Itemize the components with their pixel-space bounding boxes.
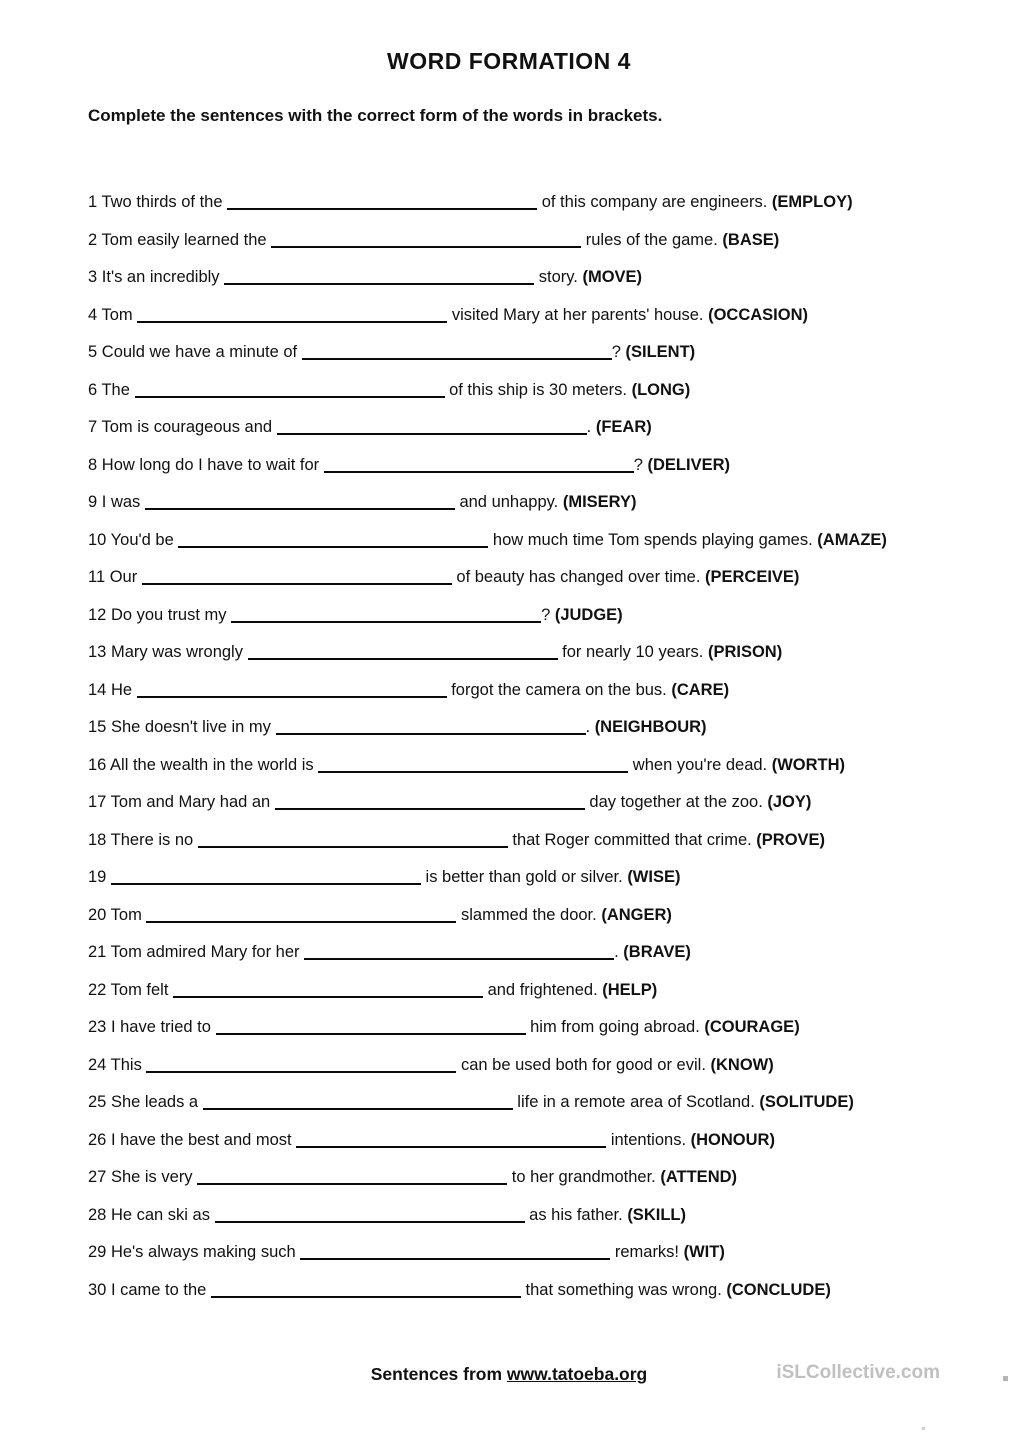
- item-number: 10: [88, 530, 107, 549]
- sentence-row: [88, 680, 958, 701]
- sentence-row: [88, 1130, 958, 1151]
- items-list: [88, 192, 958, 1301]
- bracket-word: (LONG): [631, 380, 691, 399]
- fill-in-blank: [198, 833, 508, 848]
- item-number: 23: [88, 1018, 107, 1036]
- item-text-after: rules of the game.: [581, 230, 723, 249]
- item-number: 9: [88, 493, 98, 511]
- item-text-before: She doesn't live in my: [106, 718, 276, 736]
- item-text-after: slammed the door.: [456, 905, 602, 924]
- item-text-before: Tom admired Mary for her: [106, 943, 305, 961]
- item-text-before: It's an incredibly: [97, 268, 225, 286]
- bracket-word: (PROVE): [756, 830, 826, 849]
- item-number: 15: [88, 718, 107, 736]
- sentence-row: [88, 192, 958, 213]
- item-text-before: Tom easily learned the: [97, 230, 272, 249]
- sentence-row: [88, 567, 958, 588]
- item-text-after: how much time Tom spends playing games.: [488, 530, 818, 549]
- item-text-after: as his father.: [524, 1205, 628, 1224]
- bracket-word: (NEIGHBOUR): [594, 718, 707, 736]
- bracket-word: (JOY): [767, 793, 812, 811]
- fill-in-blank: [215, 1208, 525, 1223]
- sentence-row: [88, 792, 958, 813]
- item-text-before: I have tried to: [106, 1018, 216, 1036]
- item-text-after: and frightened.: [483, 980, 603, 999]
- item-number: 13: [88, 643, 107, 661]
- item-number: 3: [88, 268, 98, 286]
- fill-in-blank: [135, 383, 445, 398]
- item-text-before: Do you trust my: [106, 605, 232, 624]
- item-number: 8: [88, 455, 98, 474]
- fill-in-blank: [111, 870, 421, 885]
- page-title: WORD FORMATION 4: [387, 48, 631, 74]
- bracket-word: (JUDGE): [554, 605, 623, 624]
- bracket-word: (DELIVER): [647, 455, 730, 474]
- sentence-row: [88, 755, 958, 776]
- sentence-row: [88, 905, 958, 926]
- sentence-row: [88, 1242, 958, 1263]
- footer-source-text: Sentences from: [370, 1364, 507, 1384]
- fill-in-blank: [318, 758, 628, 773]
- fill-in-blank: [231, 608, 541, 623]
- sentence-row: [88, 605, 958, 626]
- fill-in-blank: [203, 1095, 513, 1110]
- item-number: 29: [88, 1243, 107, 1261]
- fill-in-blank: [302, 345, 612, 360]
- sentence-row: [88, 267, 958, 288]
- item-text-after: to her grandmother.: [507, 1168, 661, 1186]
- item-text-after: ?: [541, 605, 555, 624]
- item-text-after: ?: [611, 343, 626, 361]
- item-number: 30: [88, 1280, 107, 1299]
- item-number: 11: [88, 568, 106, 586]
- bracket-word: (ATTEND): [660, 1168, 738, 1186]
- item-number: 14: [88, 680, 107, 699]
- item-text-before: Tom and Mary had an: [106, 793, 275, 811]
- bracket-word: (SKILL): [627, 1205, 686, 1224]
- bracket-word: (PERCEIVE): [704, 568, 800, 586]
- sentence-row: [88, 867, 958, 888]
- fill-in-blank: [227, 195, 537, 210]
- item-number: 2: [88, 230, 98, 249]
- bracket-word: (WIT): [683, 1243, 725, 1261]
- item-text-after: .: [586, 418, 596, 436]
- item-text-before: I came to the: [106, 1280, 211, 1299]
- item-text-before: There is no: [106, 830, 198, 849]
- bracket-word: (OCCASION): [708, 305, 809, 324]
- item-text-before: She leads a: [106, 1093, 203, 1111]
- item-number: 21: [88, 943, 107, 961]
- item-number: 19: [88, 868, 107, 886]
- item-number: 26: [88, 1130, 107, 1149]
- item-text-after: .: [614, 943, 624, 961]
- item-text-before: This: [106, 1055, 147, 1074]
- watermark-dot: [1003, 1376, 1008, 1381]
- item-text-after: for nearly 10 years.: [557, 643, 708, 661]
- item-number: 4: [88, 305, 98, 324]
- sentence-row: [88, 1280, 958, 1301]
- fill-in-blank: [197, 1170, 507, 1185]
- item-text-after: is better than gold or silver.: [420, 868, 628, 886]
- item-text-before: She is very: [106, 1168, 198, 1186]
- item-text-before: I have the best and most: [106, 1130, 297, 1149]
- item-number: 1: [88, 193, 98, 211]
- bracket-word: (SOLITUDE): [759, 1093, 854, 1111]
- fill-in-blank: [211, 1283, 521, 1298]
- islcollective-watermark: iSLCollective.com: [776, 1362, 940, 1383]
- item-text-before: He: [106, 680, 137, 699]
- sentence-row: [88, 980, 958, 1001]
- sentence-row: [88, 1017, 958, 1038]
- item-number: 28: [88, 1205, 107, 1224]
- item-text-after: intentions.: [606, 1130, 691, 1149]
- item-text-after: of this ship is 30 meters.: [444, 380, 632, 399]
- fill-in-blank: [296, 1133, 606, 1148]
- fill-in-blank: [324, 458, 634, 473]
- sentence-row: [88, 342, 958, 363]
- artifact-dot: [922, 1427, 925, 1430]
- fill-in-blank: [300, 1245, 610, 1260]
- fill-in-blank: [216, 1020, 526, 1035]
- item-text-after: of this company are engineers.: [537, 193, 772, 211]
- item-text-before: The: [97, 380, 135, 399]
- sentence-row: [88, 455, 958, 476]
- bracket-word: (BRAVE): [623, 943, 691, 961]
- bracket-word: (COURAGE): [704, 1018, 800, 1036]
- sentence-row: [88, 230, 958, 251]
- fill-in-blank: [248, 645, 558, 660]
- item-text-before: Mary was wrongly: [106, 643, 248, 661]
- item-number: 5: [88, 343, 98, 361]
- item-text-before: All the wealth in the world is: [106, 755, 319, 774]
- sentence-row: [88, 942, 958, 963]
- item-text-after: .: [585, 718, 595, 736]
- fill-in-blank: [137, 683, 447, 698]
- sentence-row: [88, 1205, 958, 1226]
- item-text-after: day together at the zoo.: [584, 793, 768, 811]
- item-number: 27: [88, 1168, 107, 1186]
- fill-in-blank: [271, 233, 581, 248]
- item-text-before: Our: [105, 568, 142, 586]
- item-text-after: forgot the camera on the bus.: [446, 680, 672, 699]
- sentence-row: [88, 717, 958, 738]
- bracket-word: (CARE): [671, 680, 730, 699]
- fill-in-blank: [276, 720, 586, 735]
- fill-in-blank: [277, 420, 587, 435]
- item-text-after: remarks!: [610, 1243, 684, 1261]
- item-text-after: of beauty has changed over time.: [451, 568, 705, 586]
- item-text-before: You'd be: [106, 530, 179, 549]
- bracket-word: (BASE): [722, 230, 780, 249]
- item-number: 22: [88, 980, 107, 999]
- bracket-word: (ANGER): [601, 905, 672, 924]
- sentence-row: [88, 1055, 958, 1076]
- fill-in-blank: [145, 495, 455, 510]
- sentence-row: [88, 830, 958, 851]
- item-text-after: ?: [633, 455, 648, 474]
- bracket-word: (PRISON): [707, 643, 783, 661]
- sentence-row: [88, 492, 958, 513]
- item-text-after: story.: [534, 268, 583, 286]
- item-text-before: Two thirds of the: [97, 193, 228, 211]
- item-number: 12: [88, 605, 107, 624]
- item-text-after: that Roger committed that crime.: [507, 830, 757, 849]
- item-text-before: I was: [97, 493, 145, 511]
- item-number: 17: [88, 793, 107, 811]
- item-number: 7: [88, 418, 98, 436]
- fill-in-blank: [224, 270, 534, 285]
- instruction-text: Complete the sentences with the correct form of the words in brackets.: [88, 106, 663, 125]
- bracket-word: (SILENT): [625, 343, 696, 361]
- sentence-row: [88, 1167, 958, 1188]
- sentence-row: [88, 642, 958, 663]
- item-number: 16: [88, 755, 107, 774]
- fill-in-blank: [142, 570, 452, 585]
- bracket-word: (MISERY): [562, 493, 637, 511]
- fill-in-blank: [146, 908, 456, 923]
- item-text-after: and unhappy.: [454, 493, 563, 511]
- bracket-word: (CONCLUDE): [726, 1280, 831, 1299]
- item-text-after: can be used both for good or evil.: [456, 1055, 711, 1074]
- bracket-word: (FEAR): [595, 418, 652, 436]
- item-number: 24: [88, 1055, 107, 1074]
- fill-in-blank: [275, 795, 585, 810]
- bracket-word: (HONOUR): [690, 1130, 775, 1149]
- item-text-before: Tom is courageous and: [97, 418, 277, 436]
- item-text-before: Tom: [97, 305, 138, 324]
- bracket-word: (HELP): [602, 980, 658, 999]
- sentence-row: [88, 1092, 958, 1113]
- item-number: 18: [88, 830, 107, 849]
- item-text-before: How long do I have to wait for: [97, 455, 324, 474]
- item-text-before: Tom felt: [106, 980, 173, 999]
- item-text-after: him from going abroad.: [525, 1018, 705, 1036]
- item-text-after: when you're dead.: [628, 755, 772, 774]
- bracket-word: (AMAZE): [817, 530, 887, 549]
- fill-in-blank: [146, 1058, 456, 1073]
- sentence-row: [88, 305, 958, 326]
- fill-in-blank: [173, 983, 483, 998]
- item-number: 6: [88, 380, 98, 399]
- item-text-before: Tom: [106, 905, 147, 924]
- bracket-word: (MOVE): [582, 268, 643, 286]
- fill-in-blank: [304, 945, 614, 960]
- bracket-word: (WISE): [627, 868, 681, 886]
- bracket-word: (EMPLOY): [771, 193, 853, 211]
- sentence-row: [88, 417, 958, 438]
- item-text-after: visited Mary at her parents' house.: [447, 305, 709, 324]
- item-text-before: Could we have a minute of: [97, 343, 302, 361]
- item-number: 20: [88, 905, 107, 924]
- tatoeba-link[interactable]: www.tatoeba.org: [506, 1364, 648, 1384]
- item-text-after: that something was wrong.: [520, 1280, 727, 1299]
- bracket-word: (KNOW): [710, 1055, 774, 1074]
- fill-in-blank: [178, 533, 488, 548]
- bracket-word: (WORTH): [771, 755, 846, 774]
- sentence-row: [88, 530, 958, 551]
- item-text-after: life in a remote area of Scotland.: [512, 1093, 760, 1111]
- item-text-before: He can ski as: [106, 1205, 215, 1224]
- item-text-before: He's always making such: [106, 1243, 301, 1261]
- fill-in-blank: [137, 308, 447, 323]
- sentence-row: [88, 380, 958, 401]
- item-number: 25: [88, 1093, 107, 1111]
